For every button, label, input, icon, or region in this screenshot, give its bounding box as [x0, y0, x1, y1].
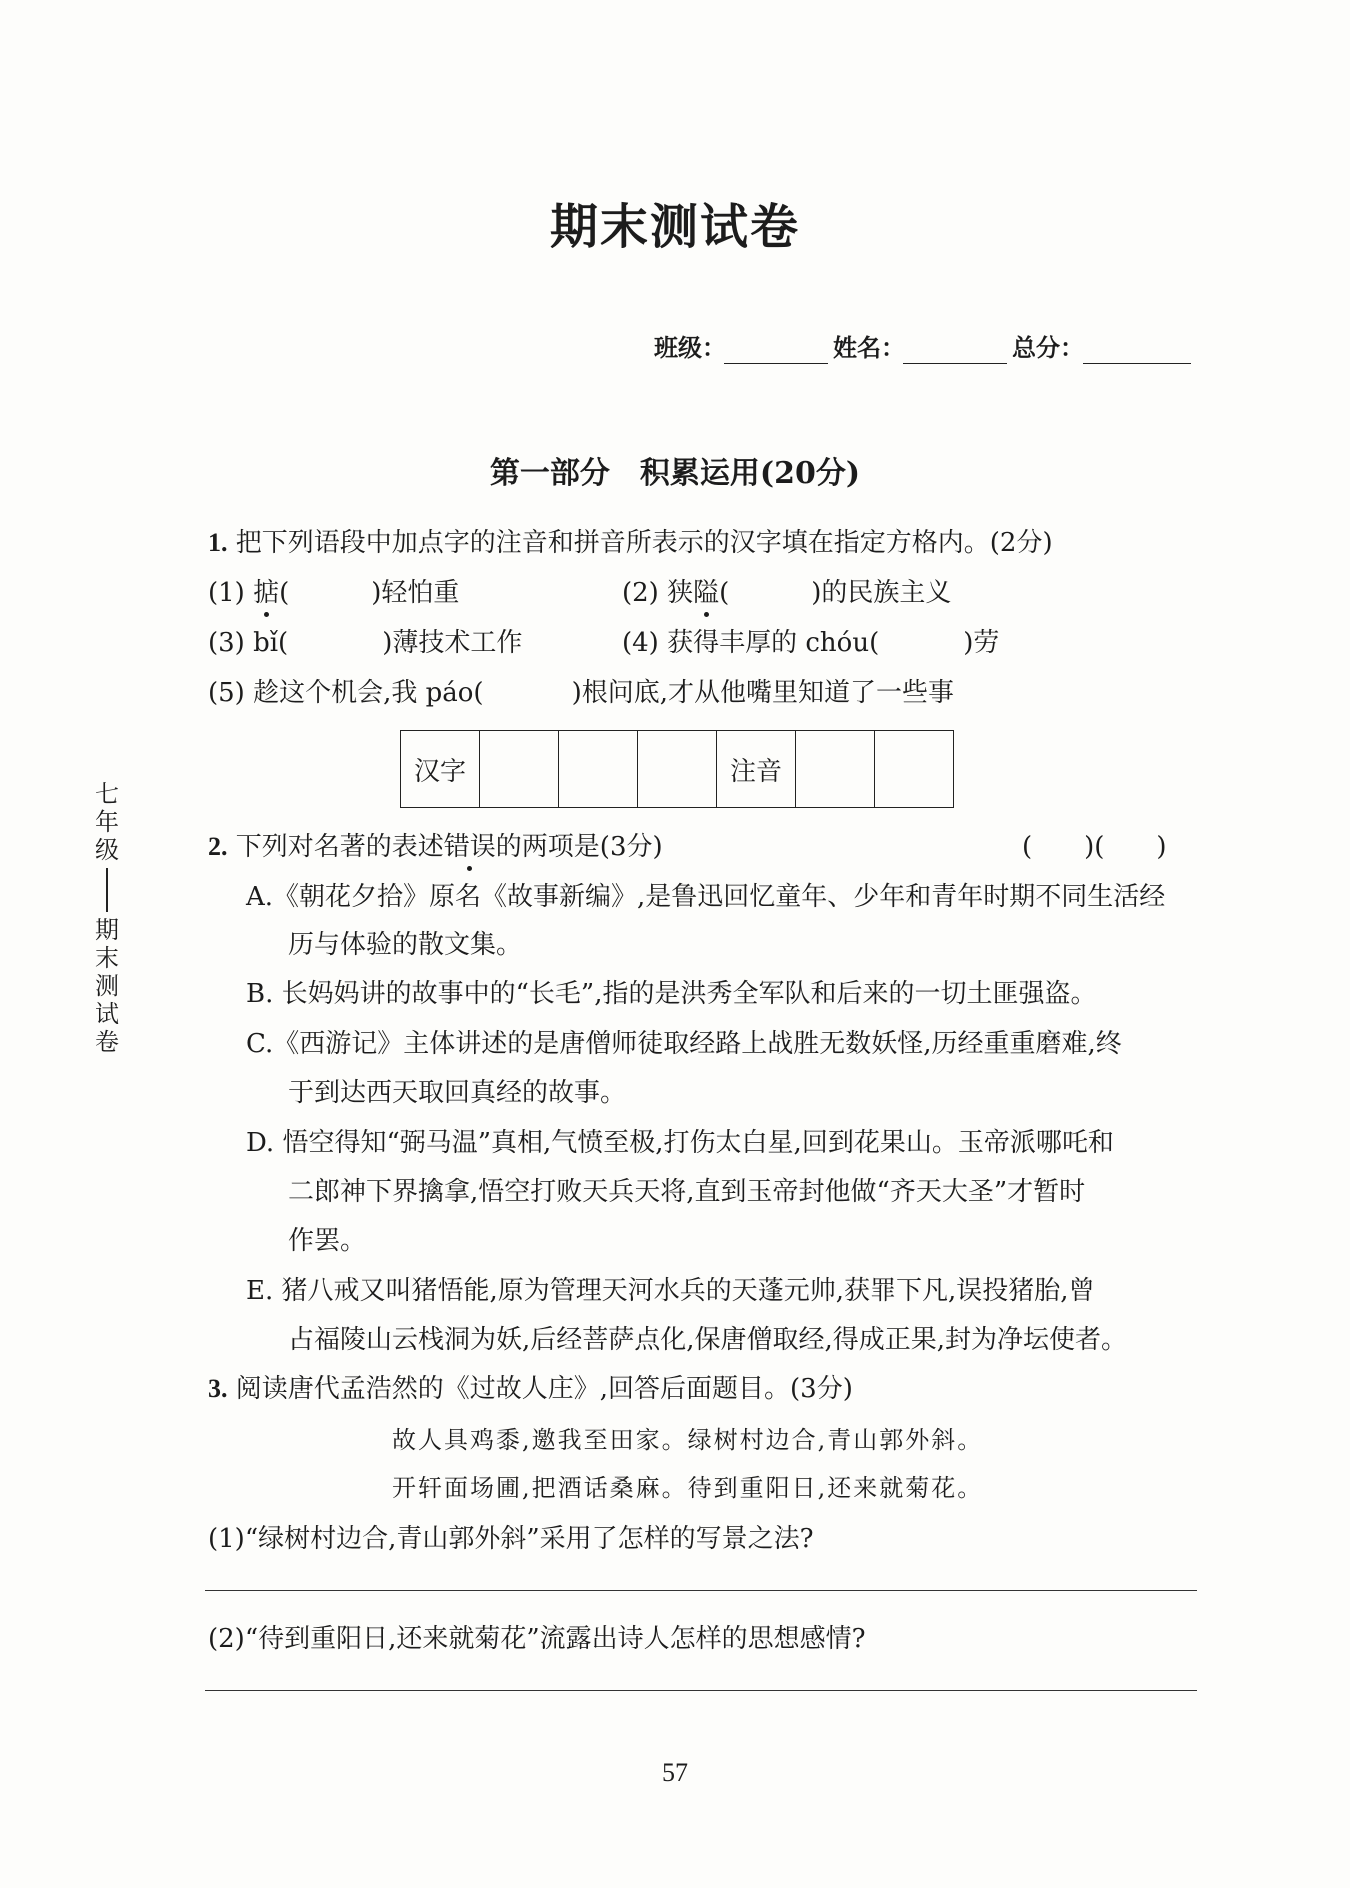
- q2-option-b-line1: B. 长妈妈讲的故事中的“长毛”,指的是洪秀全军队和后来的一切土匪强盗。: [246, 979, 1097, 1009]
- q3-sub-question-1: (1)“绿树村边合,青山郭外斜”采用了怎样的写景之法?: [208, 1524, 814, 1554]
- table-cell-hanzi-2[interactable]: [559, 731, 638, 808]
- q1-item-4-prefix: (4) 获得丰厚的 chóu(: [622, 628, 880, 658]
- table-cell-zhuyin-1[interactable]: [796, 731, 875, 808]
- table-cell-hanzi-1[interactable]: [480, 731, 559, 808]
- table-cell-hanzi-3[interactable]: [638, 731, 717, 808]
- q1-number: 1.: [208, 528, 228, 557]
- q1-answer-table: [400, 730, 954, 808]
- q2-stem-post: 的两项是(3分): [495, 832, 663, 862]
- q2-stem: [208, 826, 663, 863]
- q2-number: 2.: [208, 832, 228, 861]
- q1-text: 把下列语段中加点字的注音和拼音所表示的汉字填在指定方格内。(2分): [235, 528, 1053, 558]
- q2-answer-parens[interactable]: ( )( ): [1022, 832, 1167, 862]
- q1-item-1-paren: (: [279, 578, 290, 608]
- q1-item-2-paren: (: [719, 578, 730, 608]
- class-blank[interactable]: [724, 363, 828, 364]
- q2-option-c-line1: C.《西游记》主体讲述的是唐僧师徒取经路上战胜无数妖怪,历经重重磨难,终: [246, 1029, 1122, 1059]
- table-cell-zhuyin-2[interactable]: [875, 731, 954, 808]
- page-title: 期末测试卷: [549, 199, 800, 255]
- q2-option-a-line2: 历与体验的散文集。: [288, 930, 523, 960]
- q2-stem-pre: 下列对名著的表述: [235, 832, 444, 862]
- q3-answer-line-1[interactable]: [205, 1590, 1197, 1591]
- page-number: 57: [662, 1758, 688, 1787]
- q1-stem: [208, 522, 1053, 559]
- table-label-hanzi: 汉字: [401, 731, 480, 808]
- q1-item-4-suffix: )劳: [963, 628, 1000, 658]
- q2-option-c-line2: 于到达西天取回真经的故事。: [288, 1078, 627, 1108]
- q1-item-5-prefix: (5) 趁这个机会,我 páo(: [208, 678, 484, 708]
- q1-item-5: [208, 672, 954, 709]
- side-exam: 期末测试卷: [95, 916, 119, 1056]
- q1-item-4: [622, 622, 999, 659]
- q1-item-3: [208, 622, 522, 659]
- q3-number: 3.: [208, 1374, 228, 1403]
- q2-stem-dotted: 错误: [444, 826, 496, 863]
- q1-item-5-suffix: )根问底,才从他嘴里知道了一些事: [571, 678, 954, 708]
- poem-line-2: 开轩面场圃,把酒话桑麻。待到重阳日,还来就菊花。: [392, 1474, 984, 1502]
- table-label-zhuyin: 注音: [717, 731, 796, 808]
- class-label: 班级：: [654, 333, 726, 362]
- side-divider: [106, 868, 108, 912]
- score-blank[interactable]: [1083, 363, 1191, 364]
- q1-item-2: [622, 572, 951, 609]
- q3-stem: [208, 1368, 853, 1405]
- q1-item-1-prefix: (1): [208, 578, 245, 608]
- side-grade: 七年级: [95, 780, 119, 864]
- q3-sub-question-2: (2)“待到重阳日,还来就菊花”流露出诗人怎样的思想感情?: [208, 1624, 866, 1654]
- name-blank[interactable]: [903, 363, 1007, 364]
- q2-option-d-line2: 二郎神下界擒拿,悟空打败天兵天将,直到玉帝封他做“齐天大圣”才暂时: [288, 1177, 1086, 1207]
- q1-item-1-dotted-char: 掂: [253, 572, 279, 609]
- q2-option-e-line1: E. 猪八戒又叫猪悟能,原为管理天河水兵的天蓬元帅,获罪下凡,误投猪胎,曾: [246, 1276, 1095, 1306]
- name-label: 姓名：: [833, 333, 905, 362]
- q1-item-3-suffix: )薄技术工作: [382, 628, 523, 658]
- q1-item-3-prefix: (3) bǐ(: [208, 628, 289, 658]
- q3-answer-line-2[interactable]: [205, 1690, 1197, 1691]
- q1-item-2-prefix: (2) 狭: [622, 578, 694, 608]
- section-title: 第一部分 积累运用(20分): [489, 456, 861, 491]
- q1-item-2-suffix: )的民族主义: [811, 578, 952, 608]
- q2-option-d-line1: D. 悟空得知“弼马温”真相,气愤至极,打伤太白星,回到花果山。玉帝派哪吒和: [246, 1128, 1114, 1158]
- side-label: [92, 780, 122, 1056]
- q1-item-2-dotted-char: 隘: [693, 572, 719, 609]
- q2-option-a-line1: A.《朝花夕拾》原名《故事新编》,是鲁迅回忆童年、少年和青年时期不同生活经: [246, 882, 1166, 912]
- q2-option-d-line3: 作罢。: [288, 1226, 367, 1256]
- q3-text: 阅读唐代孟浩然的《过故人庄》,回答后面题目。(3分): [235, 1374, 853, 1404]
- q1-item-1: [208, 572, 459, 609]
- q2-option-e-line2: 占福陵山云栈洞为妖,后经菩萨点化,保唐僧取经,得成正果,封为净坛使者。: [288, 1325, 1128, 1355]
- poem-line-1: 故人具鸡黍,邀我至田家。绿树村边合,青山郭外斜。: [392, 1426, 984, 1454]
- score-label: 总分：: [1012, 333, 1084, 362]
- q1-item-1-suffix: )轻怕重: [371, 578, 460, 608]
